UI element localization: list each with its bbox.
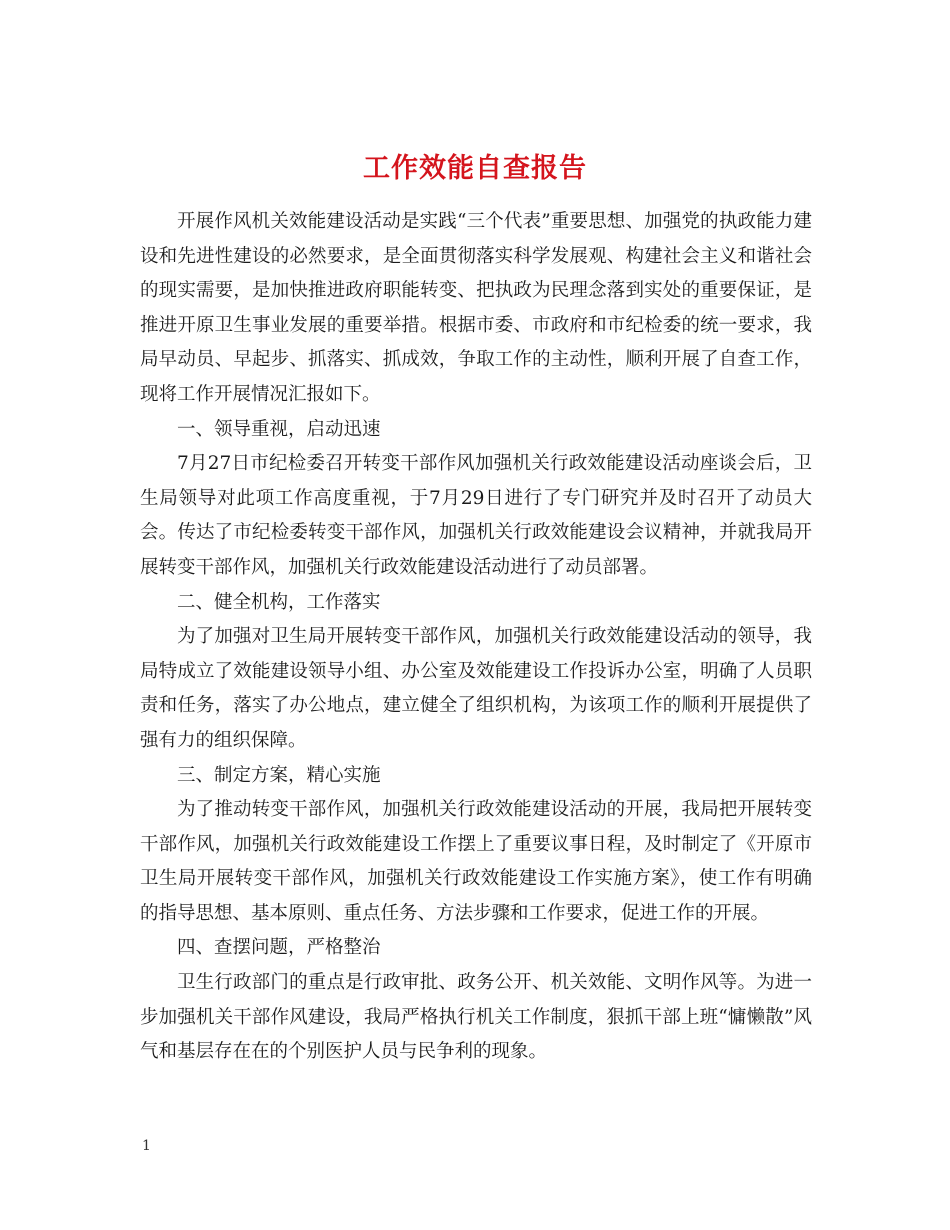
intro-paragraph: 开展作风机关效能建设活动是实践“三个代表”重要思想、加强党的执政能力建设和先进性建设的必然要求，是全面贯彻落实科学发展观、构建社会主义和谐社会的现实需要，是加快推进政府职能转变、把执政为民理念落到实处的重要保证，是推进开原卫生事业发展的重要举措。根据市委、市政府和市纪检委的统一要求，我局早动员、早起步、抓落实、抓成效，争取工作的主动性，顺利开展了自查工作，现将工作开展情况汇报如下。	[140, 211, 812, 405]
section-1-heading: 一、领导重视，启动迅速	[177, 418, 381, 440]
section-4-heading: 四、查摆问题，严格整治	[177, 937, 381, 959]
section-1-body: 7月27日市纪检委召开转变干部作风加强机关行政效能建设活动座谈会后，卫生局领导对此项工作高度重视，于7月29日进行了专门研究并及时召开了动员大会。传达了市纪检委转变干部作风，加强机关行政效能建设会议精神，并就我局开展转变干部作风，加强机关行政效能建设活动进行了动员部署。	[140, 453, 812, 578]
page-number: 1	[142, 1138, 151, 1154]
section-3-heading: 三、制定方案，精心实施	[177, 764, 381, 786]
document-title: 工作效能自查报告	[363, 153, 587, 185]
section-3-body: 为了推动转变干部作风，加强机关行政效能建设活动的开展，我局把开展转变干部作风，加强机关行政效能建设工作摆上了重要议事日程，及时制定了《开原市卫生局开展转变干部作风，加强机关行政效能建设工作实施方案》，使工作有明确的指导思想、基本原则、重点任务、方法步骤和工作要求，促进工作的开展。	[140, 799, 812, 924]
document-body	[140, 205, 812, 1070]
section-4-body: 卫生行政部门的重点是行政审批、政务公开、机关效能、文明作风等。为进一步加强机关干部作风建设，我局严格执行机关工作制度，狠抓干部上班“慵懒散”风气和基层存在在的个别医护人员与民争利的现象。	[140, 972, 812, 1063]
section-2-body: 为了加强对卫生局开展转变干部作风，加强机关行政效能建设活动的领导，我局特成立了效能建设领导小组、办公室及效能建设工作投诉办公室，明确了人员职责和任务，落实了办公地点，建立健全了组织机构，为该项工作的顺利开展提供了强有力的组织保障。	[140, 626, 812, 751]
section-2-heading: 二、健全机构，工作落实	[177, 591, 381, 613]
